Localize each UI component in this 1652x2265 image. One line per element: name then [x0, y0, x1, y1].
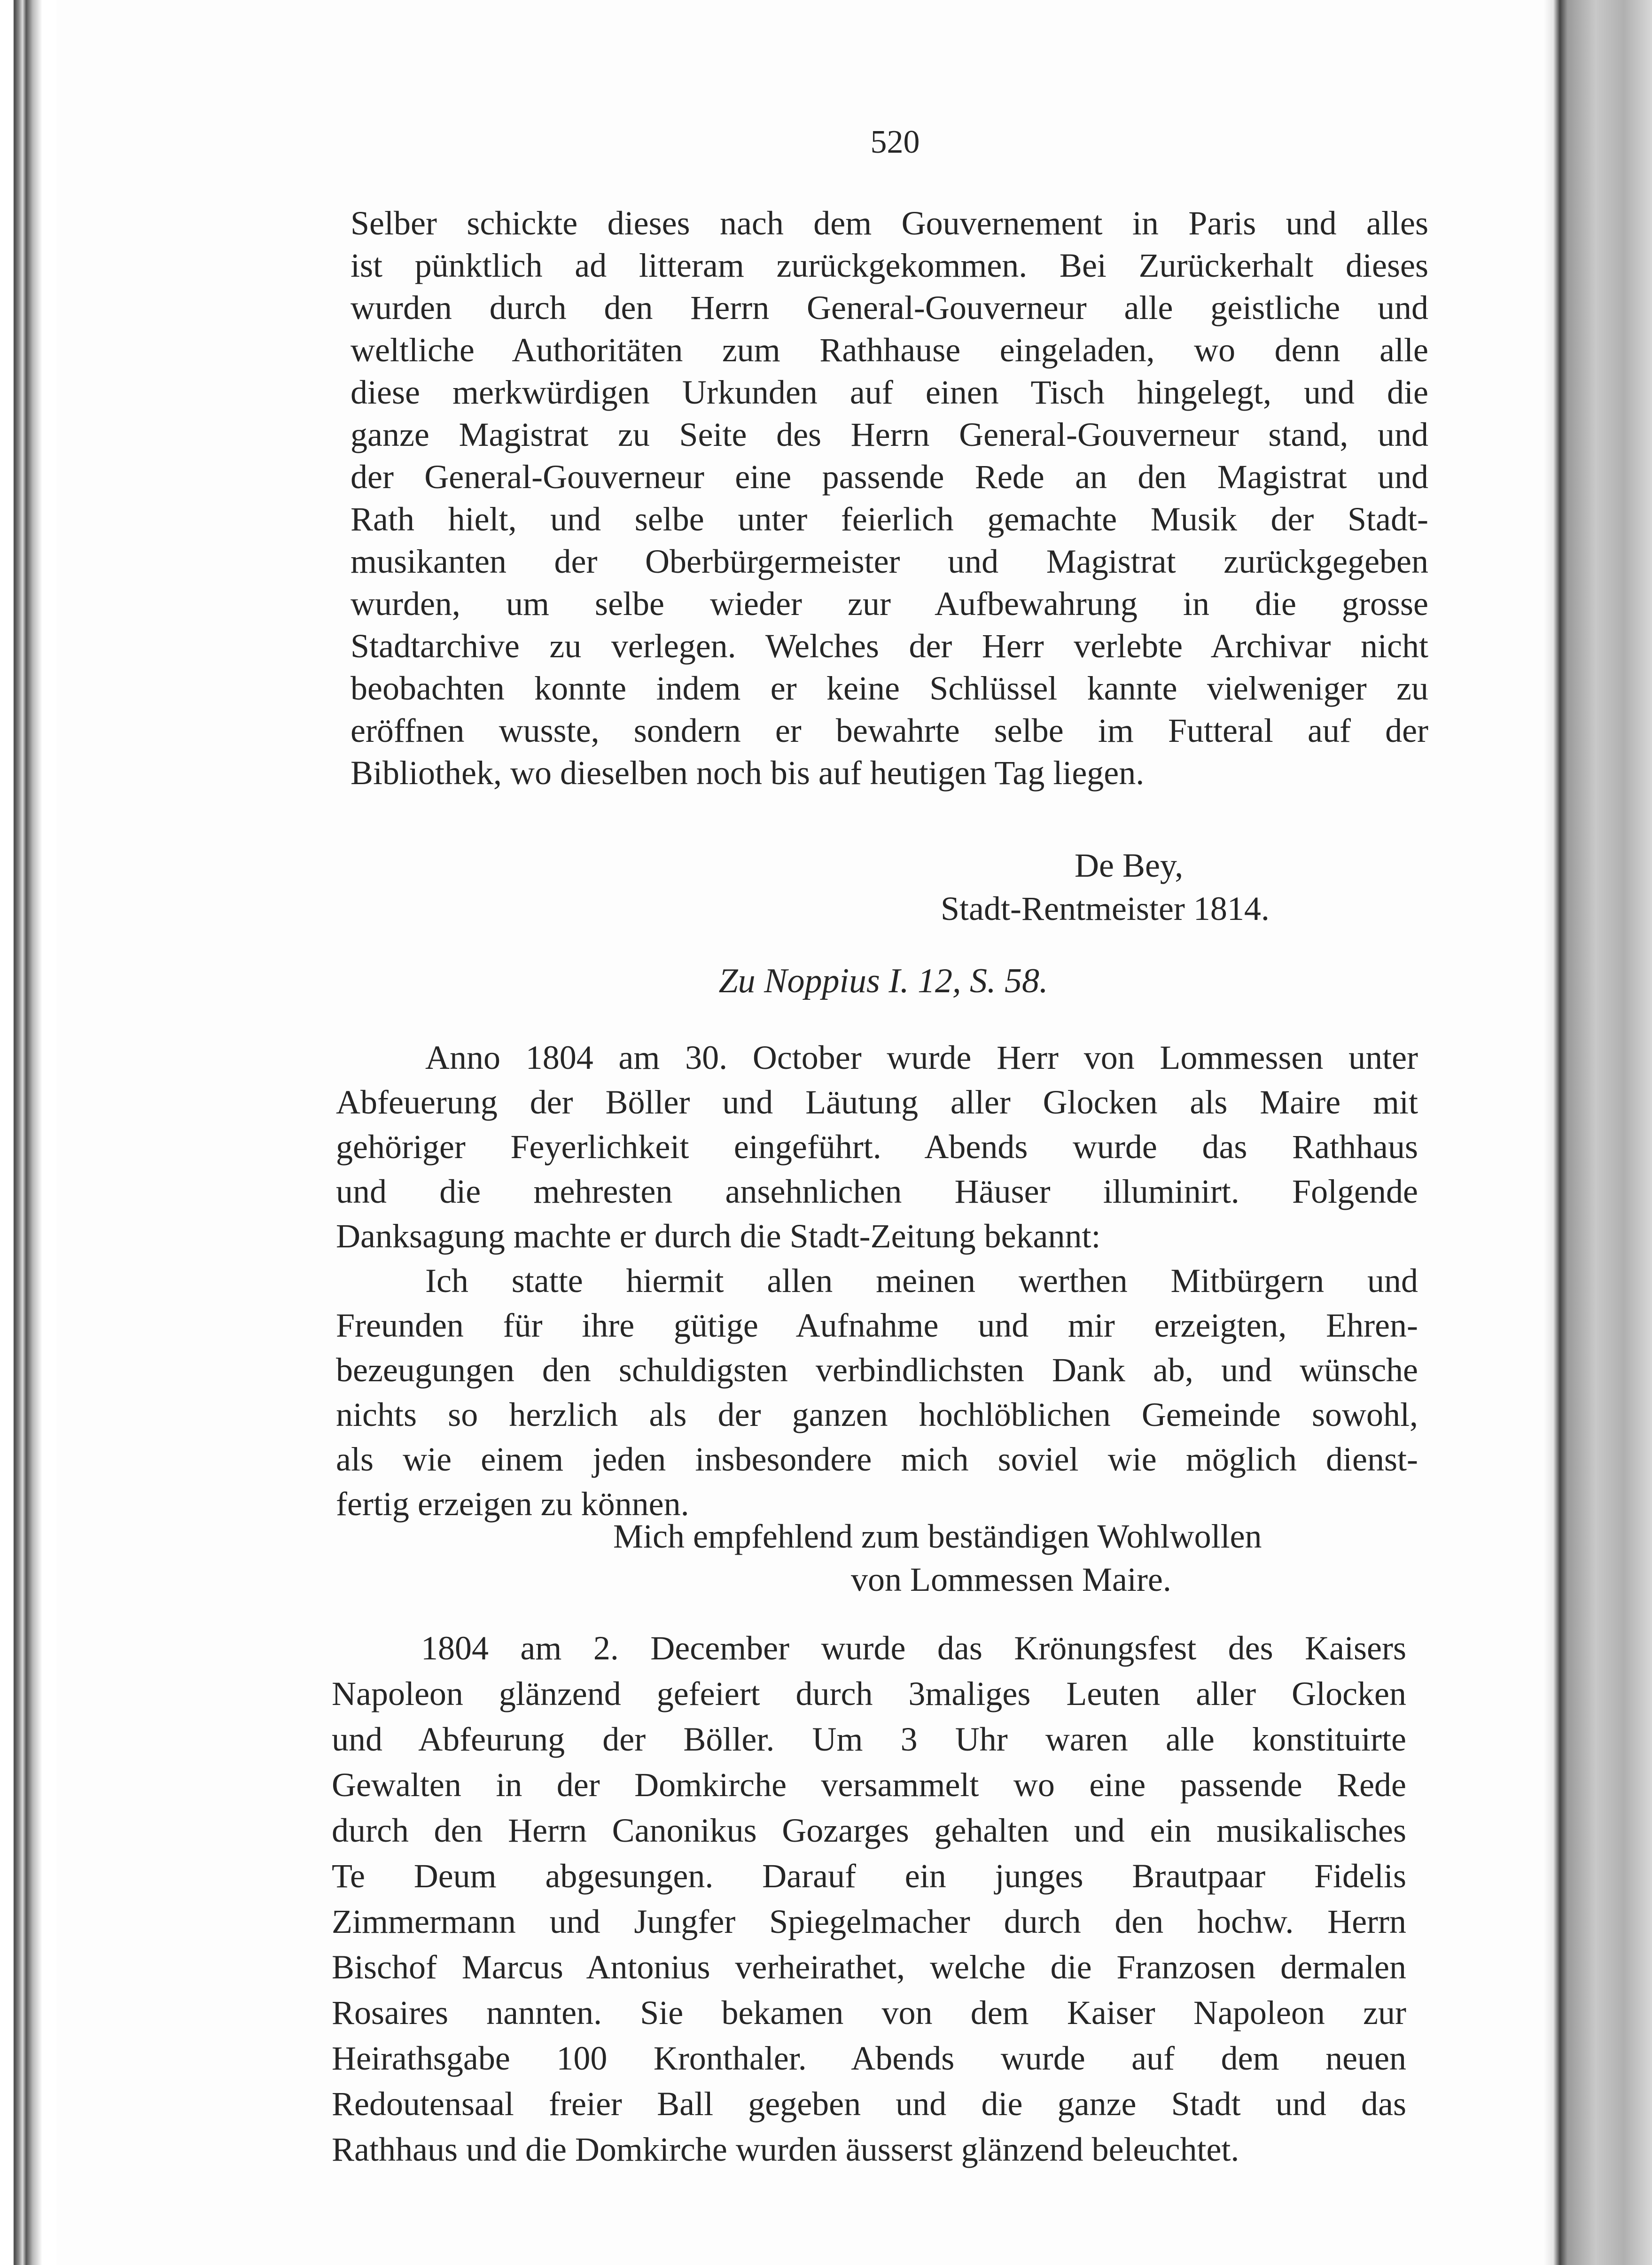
text-line: Zimmermann und Jungfer Spiegelmacher durch den hochw. Herrn	[332, 1903, 1406, 1940]
text-line: beobachten konnte indem er keine Schlüssel kannte vielweniger zu	[351, 669, 1428, 707]
text-line: Te Deum abgesungen. Darauf ein junges Brautpaar Fidelis	[332, 1857, 1406, 1895]
section-heading: Zu Noppius I. 12, S. 58.	[718, 962, 1048, 1000]
text-line: nichts so herzlich als der ganzen hochlöblichen Gemeinde sowohl,	[336, 1396, 1418, 1433]
text-line: Anno 1804 am 30. October wurde Herr von Lommessen unter	[425, 1039, 1418, 1076]
text-line: Rath hielt, und selbe unter feierlich gemachte Musik der Stadt-	[351, 500, 1428, 538]
text-line: Freunden für ihre gütige Aufnahme und mir erzeigten, Ehren-	[336, 1307, 1418, 1344]
text-line: der General-Gouverneur eine passende Rede an den Magistrat und	[351, 458, 1428, 496]
text-line: und die mehresten ansehnlichen Häuser illuminirt. Folgende	[336, 1173, 1418, 1210]
text-line: wurden durch den Herrn General-Gouverneur alle geistliche und	[351, 289, 1428, 327]
text-line: Redoutensaal freier Ball gegeben und die ganze Stadt und das	[332, 2085, 1406, 2123]
paragraph-coronation-feast	[332, 1626, 1406, 2172]
text-line: weltliche Authoritäten zum Rathhause eingeladen, wo denn alle	[351, 331, 1428, 369]
text-line: und Abfeurung der Böller. Um 3 Uhr waren alle konstituirte	[332, 1720, 1406, 1758]
text-line: Bischof Marcus Antonius verheirathet, welche die Franzosen dermalen	[332, 1948, 1406, 1986]
text-line: Ich statte hiermit allen meinen werthen Mitbürgern und	[425, 1262, 1418, 1300]
text-line: fertig erzeigen zu können.	[336, 1485, 689, 1523]
paragraph-archive-report	[351, 202, 1428, 794]
closing-line: Mich empfehlend zum beständigen Wohlwollen	[613, 1518, 1262, 1555]
text-line: bezeugungen den schuldigsten verbindlichsten Dank ab, und wünsche	[336, 1351, 1418, 1389]
text-line: diese merkwürdigen Urkunden auf einen Tisch hingelegt, und die	[351, 374, 1428, 411]
text-line: Rosaires nannten. Sie bekamen von dem Kaiser Napoleon zur	[332, 1994, 1406, 2031]
signature-name: De Bey,	[1075, 847, 1184, 884]
text-line: Bibliothek, wo dieselben noch bis auf heutigen Tag liegen.	[351, 754, 1145, 792]
text-line: eröffnen wusste, sondern er bewahrte selbe im Futteral auf der	[351, 712, 1428, 749]
text-line: ganze Magistrat zu Seite des Herrn General-Gouverneur stand, und	[351, 416, 1428, 453]
text-line: durch den Herrn Canonikus Gozarges gehalten und ein musikalisches	[332, 1812, 1406, 1849]
text-line: Selber schickte dieses nach dem Gouvernement in Paris und alles	[351, 204, 1428, 242]
paragraph-maire-installation	[336, 1035, 1418, 1526]
signature-title: Stadt-Rentmeister 1814.	[941, 890, 1270, 927]
text-line: Rathhaus und die Domkirche wurden äusserst glänzend beleuchtet.	[332, 2131, 1239, 2168]
scan-right-edge	[1544, 0, 1652, 2265]
text-line: Danksagung machte er durch die Stadt-Zeitung bekannt:	[336, 1217, 1101, 1255]
closing-signature: von Lommessen Maire.	[851, 1561, 1171, 1598]
text-line: Abfeuerung der Böller und Läutung aller Glocken als Maire mit	[336, 1083, 1418, 1121]
text-line: Gewalten in der Domkirche versammelt wo eine passende Rede	[332, 1766, 1406, 1804]
text-line: musikanten der Oberbürgermeister und Magistrat zurückgegeben	[351, 543, 1428, 580]
page-number: 520	[870, 124, 920, 160]
text-line: gehöriger Feyerlichkeit eingeführt. Abends wurde das Rathhaus	[336, 1128, 1418, 1166]
text-line: ist pünktlich ad litteram zurückgekommen. Bei Zurückerhalt dieses	[351, 247, 1428, 284]
text-line: Napoleon glänzend gefeiert durch 3maliges Leuten aller Glocken	[332, 1675, 1406, 1712]
text-line: 1804 am 2. December wurde das Krönungsfest des Kaisers	[421, 1629, 1406, 1667]
text-line: wurden, um selbe wieder zur Aufbewahrung in die grosse	[351, 585, 1428, 623]
text-line: Heirathsgabe 100 Kronthaler. Abends wurde auf dem neuen	[332, 2039, 1406, 2077]
scan-left-edge	[0, 0, 56, 2265]
text-line: Stadtarchive zu verlegen. Welches der Herr verlebte Archivar nicht	[351, 627, 1428, 665]
text-line: als wie einem jeden insbesondere mich soviel wie möglich dienst-	[336, 1440, 1418, 1478]
